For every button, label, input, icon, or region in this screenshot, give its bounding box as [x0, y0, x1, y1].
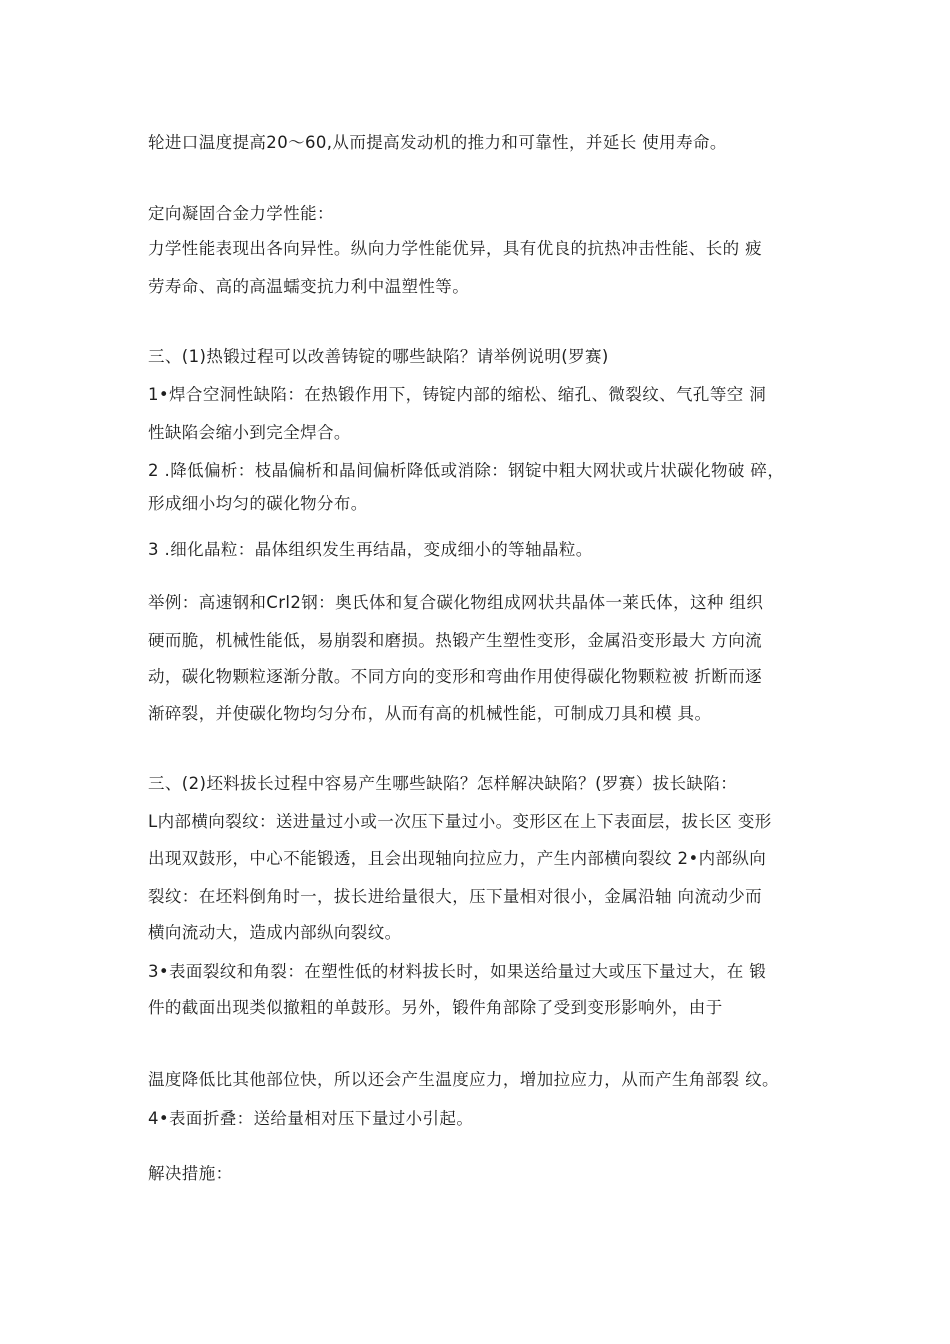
example-line-3: 动，碳化物颗粒逐渐分散。不同方向的变形和弯曲作用使得碳化物颗粒被 折断而逐 — [148, 667, 763, 686]
section-heading-directional-solidification: 定向凝固合金力学性能： — [148, 204, 334, 223]
text-line-7: 性缺陷会缩小到完全焊合。 — [148, 423, 351, 442]
list-item-1: 1•焊合空洞性缺陷：在热锻作用下，铸锭内部的缩松、缩孔、微裂纹、气孔等空 洞 — [148, 385, 767, 404]
solution-heading: 解决措施： — [148, 1164, 233, 1183]
example-line-1: 举例：高速钢和Crl2钢：奥氏体和复合碳化物组成网状共晶体一莱氏体，这种 组织 — [148, 593, 764, 612]
example-line-4: 渐碎裂，并使碳化物均匀分布，从而有高的机械性能，可制成刀具和模 具。 — [148, 704, 712, 723]
example-line-2: 硬而脆，机械性能低，易崩裂和磨损。热锻产生塑性变形，金属沿变形最大 方向流 — [148, 631, 763, 650]
text-line-9: 形成细小均匀的碳化物分布。 — [148, 494, 368, 513]
defect-line-5: 3•表面裂纹和角裂：在塑性低的材料拔长时，如果送给量过大或压下量过大，在 锻 — [148, 962, 767, 981]
list-item-3: 3 .细化晶粒：晶体组织发生再结晶，变成细小的等轴晶粒。 — [148, 540, 593, 559]
list-item-2: 2 .降低偏析：枝晶偏析和晶间偏析降低或消除：钢锭中粗大网状或片状碳化物破 碎， — [148, 461, 785, 480]
defect-line-7: 温度降低比其他部位快，所以还会产生温度应力，增加拉应力，从而产生角部裂 纹。 — [148, 1070, 779, 1089]
defect-line-4: 横向流动大，造成内部纵向裂纹。 — [148, 923, 402, 942]
text-line-3: 力学性能表现出各向异性。纵向力学性能优异，具有优良的抗热冲击性能、长的 疲 — [148, 239, 763, 258]
defect-line-1: L内部横向裂纹：送进量过小或一次压下量过小。变形区在上下表面层，拔长区 变形 — [148, 812, 772, 831]
defect-line-2: 出现双鼓形，中心不能锻透，且会出现轴向拉应力，产生内部横向裂纹 2•内部纵向 — [148, 849, 767, 868]
text-line-1: 轮进口温度提高20〜60,从而提高发动机的推力和可靠性，并延长 使用寿命。 — [148, 133, 727, 152]
text-line-4: 劳寿命、高的高温蠕变抗力利中温塑性等。 — [148, 277, 470, 296]
defect-line-3: 裂纹：在坯料倒角时一，拔长进给量很大，压下量相对很小，金属沿轴 向流动少而 — [148, 887, 763, 906]
question-heading-3-1: 三、(1)热锻过程可以改善铸锭的哪些缺陷？请举例说明(罗赛) — [148, 347, 609, 366]
defect-line-8: 4•表面折叠：送给量相对压下量过小引起。 — [148, 1109, 474, 1128]
question-heading-3-2: 三、(2)坯料拔长过程中容易产生哪些缺陷？怎样解决缺陷？(罗赛）拔长缺陷： — [148, 774, 738, 793]
defect-line-6: 件的截面出现类似撤粗的单鼓形。另外，锻件角部除了受到变形影响外，由于 — [148, 998, 723, 1017]
